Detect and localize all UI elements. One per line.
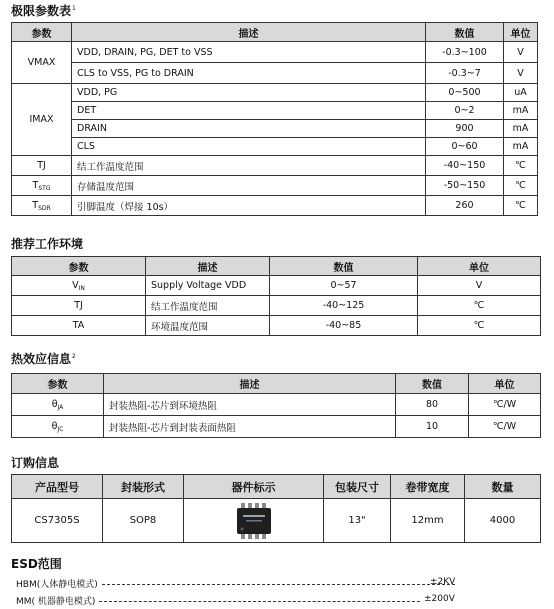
header-desc: 描述 [146, 257, 270, 276]
unit-cell: mA [504, 120, 538, 138]
value-cell: -50~150 [426, 176, 504, 196]
desc-cell: VDD, PG [72, 84, 426, 102]
unit-cell: ℃/W [469, 394, 541, 416]
desc-cell: 封装热阻-芯片到封装表面热阻 [104, 416, 396, 438]
table-header-row [12, 257, 541, 276]
table-row [12, 416, 541, 438]
header-unit: 单位 [504, 23, 538, 42]
table-row [12, 316, 541, 336]
abs-max-table [11, 22, 538, 216]
thermal-footnote-mark: 2 [72, 353, 76, 360]
unit-cell: ℃/W [469, 416, 541, 438]
param-subscript: SDR [38, 205, 51, 212]
header-package: 封装形式 [103, 475, 184, 499]
desc-cell: VDD, DRAIN, PG, DET to VSS [72, 42, 426, 63]
header-desc: 描述 [72, 23, 426, 42]
value-cell: 0~2 [426, 102, 504, 120]
unit-cell: V [504, 42, 538, 63]
param-imax: IMAX [12, 84, 72, 156]
desc-cell: Supply Voltage VDD [146, 276, 270, 296]
header-unit: 单位 [469, 374, 541, 394]
table-header-row [12, 374, 541, 394]
table-row [12, 84, 538, 102]
esd-title: ESD范围 [11, 557, 62, 571]
package-cell: SOP8 [103, 499, 184, 543]
param-tj: TJ [12, 156, 72, 176]
param-vin [12, 276, 146, 296]
desc-cell: 存储温度范围 [72, 176, 426, 196]
param-subscript: JC [57, 426, 64, 433]
order-title: 订购信息 [11, 456, 60, 470]
param-ta: TA [12, 316, 146, 336]
header-param: 参数 [12, 257, 146, 276]
header-param: 参数 [12, 374, 104, 394]
table-row [12, 196, 538, 216]
abs-max-footnote-mark: 1 [72, 5, 76, 12]
header-value: 数值 [396, 374, 469, 394]
unit-cell: ℃ [418, 316, 541, 336]
unit-cell: uA [504, 84, 538, 102]
param-symbol: θ [51, 421, 58, 432]
desc-cell: CLS to VSS, PG to DRAIN [72, 63, 426, 84]
value-cell: 900 [426, 120, 504, 138]
table-row [12, 296, 541, 316]
esd-mm-row [16, 594, 424, 607]
value-cell: 0~57 [270, 276, 418, 296]
param-tsdr [12, 196, 72, 216]
header-pack-size: 包装尺寸 [324, 475, 391, 499]
header-model: 产品型号 [12, 475, 103, 499]
desc-cell: 结工作温度范围 [146, 296, 270, 316]
table-header-row [12, 475, 541, 499]
value-cell: 80 [396, 394, 469, 416]
param-symbol: T [32, 180, 39, 191]
param-symbol: T [32, 200, 39, 211]
header-qty: 数量 [465, 475, 541, 499]
table-row [12, 63, 538, 84]
value-cell: -0.3~100 [426, 42, 504, 63]
param-vmax: VMAX [12, 42, 72, 84]
param-symbol: V [72, 280, 79, 291]
table-row [12, 156, 538, 176]
unit-cell: mA [504, 138, 538, 156]
value-cell: -40~85 [270, 316, 418, 336]
unit-cell: V [418, 276, 541, 296]
value-cell: -0.3~7 [426, 63, 504, 84]
param-subscript: IN [78, 285, 85, 292]
abs-max-title [11, 2, 76, 18]
table-header-row [12, 23, 538, 42]
esd-mm-value: ±200V [424, 594, 455, 604]
header-param: 参数 [12, 23, 72, 42]
table-row [12, 42, 538, 63]
esd-hbm-label: HBM(人体静电模式) [16, 580, 98, 590]
value-cell: -40~125 [270, 296, 418, 316]
esd-hbm-value: ±2KV [430, 577, 456, 587]
abs-max-title-text: 极限参数表 [11, 4, 72, 18]
thermal-title [11, 350, 76, 366]
unit-cell: ℃ [504, 176, 538, 196]
value-cell: 0~500 [426, 84, 504, 102]
value-cell: -40~150 [426, 156, 504, 176]
param-theta-jc [12, 416, 104, 438]
marking-cell [184, 499, 324, 543]
order-table [11, 474, 541, 543]
pack-size-cell: 13" [324, 499, 391, 543]
header-marking: 器件标示 [184, 475, 324, 499]
header-unit: 单位 [418, 257, 541, 276]
table-row [12, 394, 541, 416]
tape-width-cell: 12mm [391, 499, 465, 543]
param-subscript: JA [57, 404, 64, 411]
esd-mm-label: MM( 机器静电模式) [16, 597, 96, 607]
value-cell: 260 [426, 196, 504, 216]
table-row [12, 102, 538, 120]
unit-cell: mA [504, 102, 538, 120]
param-tstg [12, 176, 72, 196]
sop8-chip-icon [234, 502, 274, 540]
param-theta-ja [12, 394, 104, 416]
param-tj: TJ [12, 296, 146, 316]
model-cell: CS7305S [12, 499, 103, 543]
header-value: 数值 [426, 23, 504, 42]
table-row [12, 120, 538, 138]
rec-op-table [11, 256, 541, 336]
header-desc: 描述 [104, 374, 396, 394]
desc-cell: DRAIN [72, 120, 426, 138]
header-tape-width: 卷带宽度 [391, 475, 465, 499]
esd-hbm-row [16, 577, 459, 590]
desc-cell: 环境温度范围 [146, 316, 270, 336]
desc-cell: 结工作温度范围 [72, 156, 426, 176]
value-cell: 0~60 [426, 138, 504, 156]
table-row [12, 138, 538, 156]
desc-cell: DET [72, 102, 426, 120]
desc-cell: 封装热阻-芯片到环境热阻 [104, 394, 396, 416]
unit-cell: ℃ [418, 296, 541, 316]
qty-cell: 4000 [465, 499, 541, 543]
param-symbol: θ [51, 399, 58, 410]
header-value: 数值 [270, 257, 418, 276]
desc-cell: CLS [72, 138, 426, 156]
table-row [12, 499, 541, 543]
table-row [12, 276, 541, 296]
thermal-title-text: 热效应信息 [11, 352, 72, 366]
thermal-table [11, 373, 541, 438]
param-subscript: STG [38, 185, 51, 192]
unit-cell: V [504, 63, 538, 84]
value-cell: 10 [396, 416, 469, 438]
table-row [12, 176, 538, 196]
unit-cell: ℃ [504, 156, 538, 176]
leader-dashes [102, 584, 455, 585]
desc-cell: 引脚温度（焊接 10s） [72, 196, 426, 216]
rec-op-title: 推荐工作环境 [11, 237, 84, 251]
leader-dashes [99, 601, 420, 602]
unit-cell: ℃ [504, 196, 538, 216]
